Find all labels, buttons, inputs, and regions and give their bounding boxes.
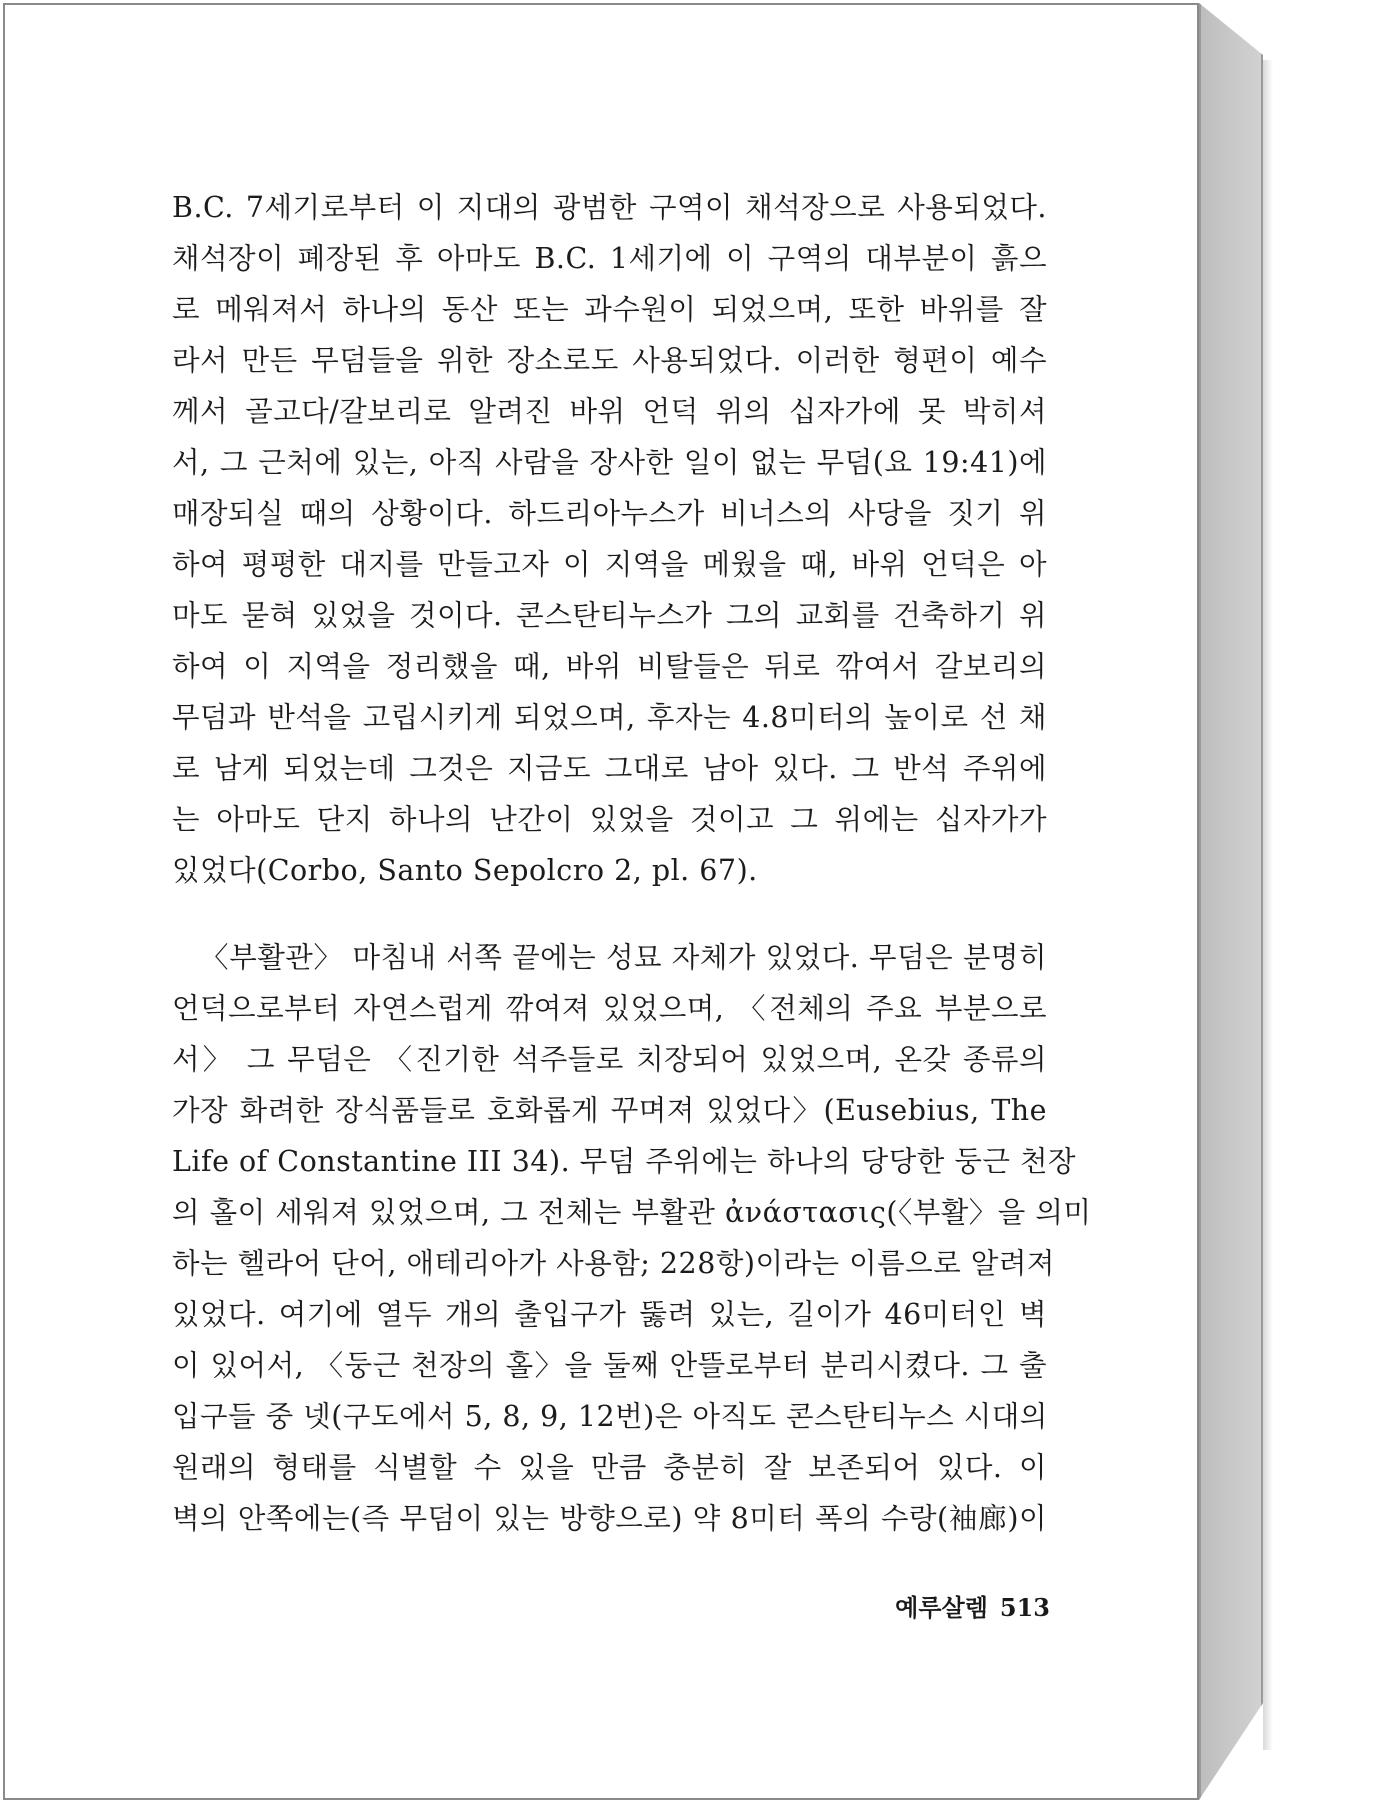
text-line: 벽의 안쪽에는(즉 무덤이 있는 방향으로) 약 8미터 폭의 수랑(袖廊)이: [172, 1502, 1047, 1535]
text-line: 하여 평평한 대지를 만들고자 이 지역을 메웠을 때, 바위 언덕은 아: [172, 548, 1047, 581]
paragraph-anastasis: [172, 932, 1092, 1544]
text-line: 의 홀이 세워져 있었으며, 그 전체는 부활관 ἀνάστασις(〈부활〉을 의미: [172, 1196, 1092, 1229]
text-line: 께서 골고다/갈보리로 알려진 바위 언덕 위의 십자가에 못 박히셔: [172, 395, 1047, 428]
text-line: 하여 이 지역을 정리했을 때, 바위 비탈들은 뒤로 깎여서 갈보리의: [172, 650, 1047, 683]
text-line: 로 메워져서 하나의 동산 또는 과수원이 되었으며, 또한 바위를 잘: [172, 293, 1047, 326]
text-line: 입구들 중 넷(구도에서 5, 8, 9, 12번)은 아직도 콘스탄티누스 시대의: [172, 1400, 1048, 1433]
text-line: 무덤과 반석을 고립시키게 되었으며, 후자는 4.8미터의 높이로 선 채: [172, 701, 1047, 734]
text-line: 〈부활관〉 마침내 서쪽 끝에는 성묘 자체가 있었다. 무덤은 분명히: [200, 941, 1047, 974]
text-line: Life of Constantine III 34). 무덤 주위에는 하나의 당당한 둥근 천장: [172, 1145, 1077, 1178]
text-line: 있었다(Corbo, Santo Sepolcro 2, pl. 67).: [172, 854, 758, 887]
text-line: 매장되실 때의 상황이다. 하드리아누스가 비너스의 사당을 짓기 위: [172, 497, 1047, 530]
paragraph-quarry: [172, 182, 1047, 896]
text-line: B.C. 7세기로부터 이 지대의 광범한 구역이 채석장으로 사용되었다.: [172, 191, 1047, 224]
text-line: 채석장이 폐장된 후 아마도 B.C. 1세기에 이 구역의 대부분이 흙으: [172, 242, 1047, 275]
text-line: 이 있어서, 〈둥근 천장의 홀〉을 둘째 안뜰로부터 분리시켰다. 그 출: [172, 1349, 1047, 1382]
running-title: 예루살렘: [895, 1593, 988, 1622]
page-number: 513: [999, 1593, 1050, 1622]
text-line: 서〉 그 무덤은 〈진기한 석주들로 치장되어 있었으며, 온갖 종류의: [172, 1043, 1047, 1076]
page-footer: [870, 1588, 1050, 1628]
book-spine: [1199, 3, 1263, 1800]
text-line: 는 아마도 단지 하나의 난간이 있었을 것이고 그 위에는 십자가가: [172, 803, 1047, 836]
text-line: 있었다. 여기에 열두 개의 출입구가 뚫려 있는, 길이가 46미터인 벽: [172, 1298, 1047, 1331]
text-line: 로 남게 되었는데 그것은 지금도 그대로 남아 있다. 그 반석 주위에: [172, 752, 1047, 785]
page-shadow: [1263, 60, 1273, 1750]
text-line: 하는 헬라어 단어, 애테리아가 사용함; 228항)이라는 이름으로 알려져: [172, 1247, 1055, 1280]
text-line: 라서 만든 무덤들을 위한 장소로도 사용되었다. 이러한 형편이 예수: [172, 344, 1047, 377]
text-line: 원래의 형태를 식별할 수 있을 만큼 충분히 잘 보존되어 있다. 이: [172, 1451, 1047, 1484]
text-line: 마도 묻혀 있었을 것이다. 콘스탄티누스가 그의 교회를 건축하기 위: [172, 599, 1047, 632]
text-line: 언덕으로부터 자연스럽게 깎여져 있었으며, 〈전체의 주요 부분으로: [172, 992, 1047, 1025]
text-line: 가장 화려한 장식품들로 호화롭게 꾸며져 있었다〉(Eusebius, The: [172, 1094, 1047, 1127]
text-line: 서, 그 근처에 있는, 아직 사람을 장사한 일이 없는 무덤(요 19:41)에: [172, 446, 1048, 479]
